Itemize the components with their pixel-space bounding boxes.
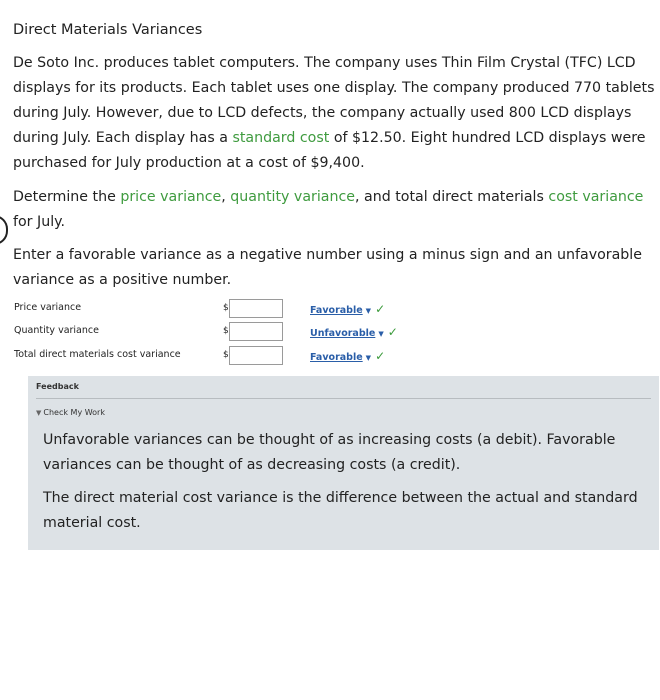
glossary-term-price-variance[interactable]: price variance — [120, 189, 222, 205]
select-value: Favorable — [310, 305, 363, 316]
quantity-variance-type-select[interactable] — [310, 325, 398, 339]
answer-row-price-variance — [14, 299, 434, 319]
glossary-term-standard-cost[interactable]: standard cost — [232, 130, 330, 146]
currency-symbol: $ — [223, 326, 229, 336]
glossary-term-quantity-variance[interactable]: quantity variance — [230, 189, 356, 205]
triangle-down-icon: ▼ — [36, 409, 42, 417]
checkmark-icon: ✓ — [375, 302, 386, 316]
currency-symbol: $ — [223, 303, 229, 313]
total-cost-variance-type-select[interactable] — [310, 349, 385, 363]
price-variance-type-select[interactable] — [310, 302, 385, 316]
side-nav-tab[interactable] — [0, 215, 8, 245]
feedback-text: The direct material cost variance is the difference between the actual and standard material cost. — [43, 490, 638, 531]
feedback-panel — [28, 376, 659, 550]
page-title: Direct Materials Variances — [13, 22, 203, 38]
checkmark-icon: ✓ — [387, 325, 398, 339]
feedback-text: Unfavorable variances can be thought of as increasing costs (a debit). Favorable variances can be thought of as decreasing costs (a credit). — [43, 432, 616, 473]
currency-symbol: $ — [223, 350, 229, 360]
divider — [36, 398, 651, 399]
check-my-work-toggle[interactable] — [36, 408, 105, 417]
quantity-variance-input[interactable] — [229, 322, 283, 341]
row-label: Total direct materials cost variance — [14, 349, 181, 360]
problem-paragraph — [13, 51, 658, 176]
checkmark-icon: ✓ — [375, 349, 386, 363]
caret-down-icon: ▼ — [378, 330, 384, 338]
glossary-term-cost-variance[interactable]: cost variance — [548, 189, 644, 205]
select-value: Favorable — [310, 352, 363, 363]
answer-row-quantity-variance — [14, 322, 434, 342]
instruction-text: for July. — [13, 214, 66, 230]
caret-down-icon: ▼ — [365, 354, 372, 362]
problem-text: of $12.50. Eight hundred LCD displays were purchased for July production at a cost of $9,400. — [13, 130, 646, 171]
instruction-text: Determine the — [13, 189, 121, 205]
price-variance-input[interactable] — [229, 299, 283, 318]
check-my-work-label: Check My Work — [43, 408, 105, 417]
problem-text: De Soto Inc. produces tablet computers. The company uses Thin Film Crystal (TFC) LCD displays for its products. Each tablet uses one display. The company produced 770 tablets during July. However, due to LCD defects, the company actually used 800 LCD displays during July. Each display has a — [13, 55, 655, 146]
caret-down-icon: ▼ — [365, 307, 372, 315]
sign-convention-note: Enter a favorable variance as a negative number using a minus sign and an unfavorable variance as a positive number. — [13, 247, 642, 288]
instruction-paragraph — [13, 185, 658, 235]
select-value: Unfavorable — [310, 328, 376, 339]
instruction-text: , and total direct materials — [355, 189, 549, 205]
row-label: Price variance — [14, 302, 82, 313]
total-cost-variance-input[interactable] — [229, 346, 283, 365]
feedback-title: Feedback — [36, 382, 79, 391]
answer-row-total-cost-variance — [14, 346, 434, 366]
instruction-text: , — [221, 189, 231, 205]
row-label: Quantity variance — [14, 325, 99, 336]
